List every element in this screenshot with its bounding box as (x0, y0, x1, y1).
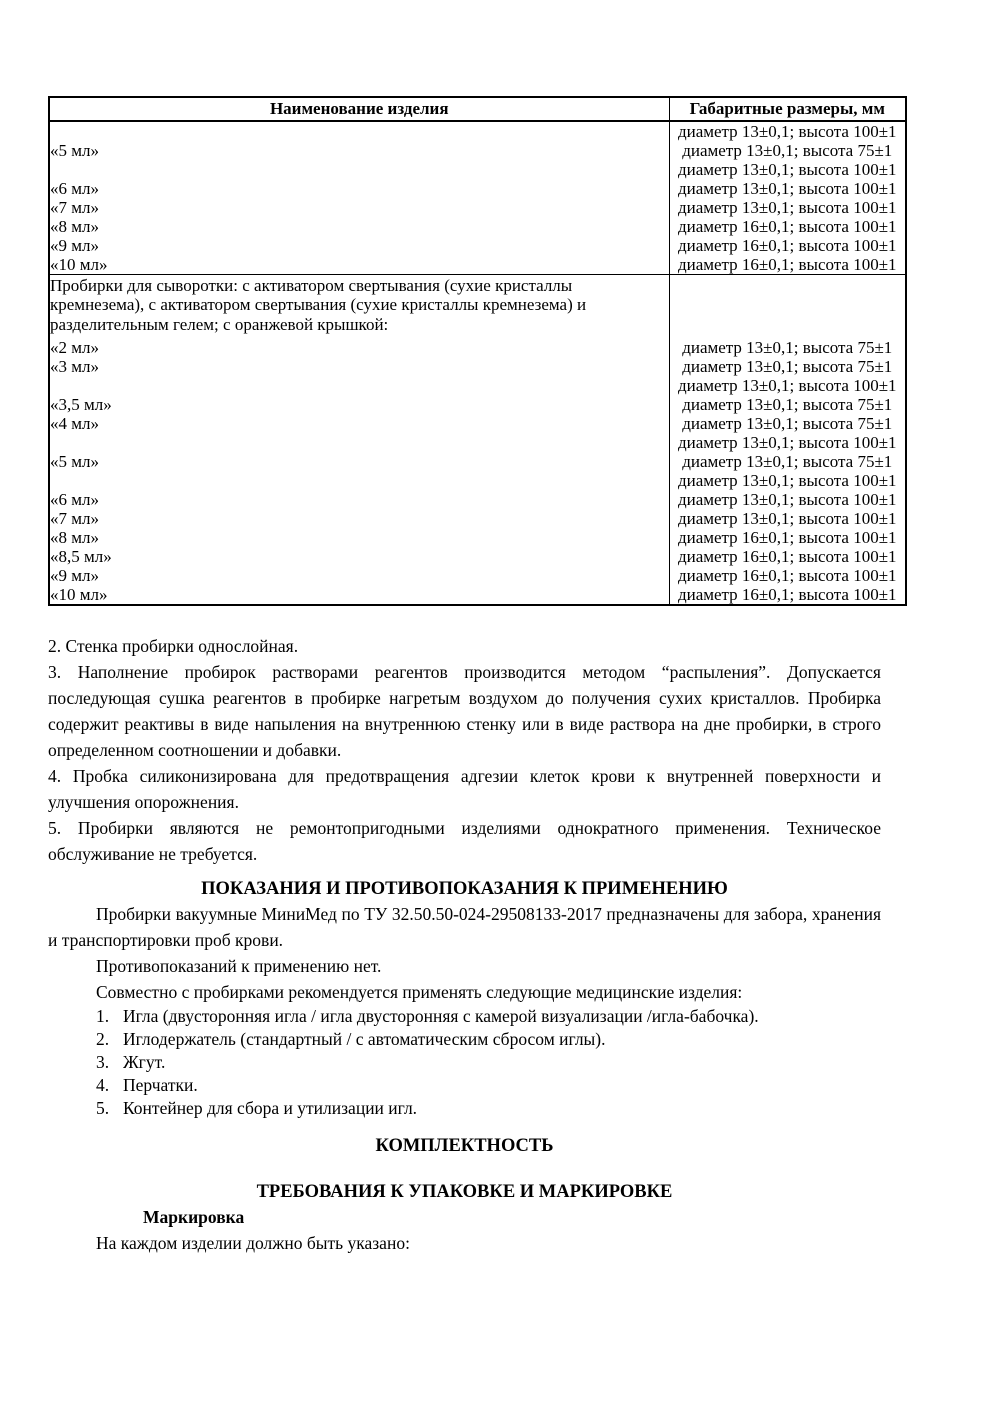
indications-paragraph-recommended: Совместно с пробирками рекомендуется применять следующие медицинские изделия: (96, 982, 743, 1003)
product-name-cell (49, 160, 669, 179)
product-name-cell: «7 мл» (49, 509, 669, 528)
dimensions-cell: диаметр 13±0,1; высота 75±1 (669, 141, 906, 160)
table-row (49, 236, 906, 255)
product-name-cell: «5 мл» (49, 452, 669, 471)
product-name-cell: «2 мл» (49, 338, 669, 357)
table-row (49, 376, 906, 395)
list-item (48, 1005, 881, 1028)
table-row (49, 255, 906, 275)
product-name-cell (49, 376, 669, 395)
dimensions-cell: диаметр 13±0,1; высота 75±1 (669, 395, 906, 414)
paragraph-filling: 3. Наполнение пробирок растворами реагентов производится методом “распыления”. Допускается последующая сушка реагентов в пробирке нагретым воздухом до получения сухих кристаллов. Пробирка содержит реактивы в виде напыления на внутреннюю стенку или в виде раствора на дне пробирки, в строго определенном соотношении и добавки. (48, 662, 881, 761)
column-header-dimensions: Габаритные размеры, мм (669, 97, 906, 121)
dimensions-cell: диаметр 13±0,1; высота 100±1 (669, 471, 906, 490)
product-name-cell: «9 мл» (49, 236, 669, 255)
product-name-cell: «5 мл» (49, 141, 669, 160)
dimensions-cell: диаметр 13±0,1; высота 100±1 (669, 160, 906, 179)
dimensions-cell: диаметр 13±0,1; высота 100±1 (669, 433, 906, 452)
table-row (49, 338, 906, 357)
product-name-cell: «8 мл» (49, 217, 669, 236)
list-item (48, 1097, 881, 1120)
dimensions-cell: диаметр 13±0,1; высота 75±1 (669, 357, 906, 376)
table-row (49, 357, 906, 376)
product-name-cell: «10 мл» (49, 585, 669, 605)
list-item (48, 1028, 881, 1051)
list-item-number: 3. (96, 1052, 110, 1073)
dimensions-cell: диаметр 13±0,1; высота 100±1 (669, 198, 906, 217)
list-item-number: 4. (96, 1075, 110, 1096)
list-item-text: Контейнер для сбора и утилизации игл. (123, 1098, 418, 1119)
dimensions-cell: диаметр 13±0,1; высота 100±1 (669, 376, 906, 395)
product-name-cell: «6 мл» (49, 490, 669, 509)
table-row (49, 121, 906, 141)
recommended-devices-list (48, 1005, 881, 1120)
subheading-marking: Маркировка (143, 1207, 245, 1228)
dimensions-cell: диаметр 13±0,1; высота 100±1 (669, 490, 906, 509)
dimensions-cell: диаметр 16±0,1; высота 100±1 (669, 255, 906, 275)
table-row (49, 528, 906, 547)
dimensions-cell: диаметр 16±0,1; высота 100±1 (669, 217, 906, 236)
table-row (49, 471, 906, 490)
list-item-number: 2. (96, 1029, 110, 1050)
dimensions-cell: диаметр 13±0,1; высота 75±1 (669, 452, 906, 471)
table-row (49, 179, 906, 198)
dimensions-cell: диаметр 16±0,1; высота 100±1 (669, 236, 906, 255)
product-name-cell: «10 мл» (49, 255, 669, 275)
indications-paragraph-purpose: Пробирки вакуумные МиниМед по ТУ 32.50.50-024-29508133-2017 предназначены для забора, хранения и транспортировки проб крови. (48, 904, 881, 951)
list-item (48, 1074, 881, 1097)
table-row (49, 141, 906, 160)
table-group-serum-volumes (49, 338, 906, 605)
section-heading-indications: ПОКАЗАНИЯ И ПРОТИВОПОКАЗАНИЯ К ПРИМЕНЕНИЮ (201, 879, 728, 900)
table-group-volumes (49, 121, 906, 275)
dimensions-cell: диаметр 13±0,1; высота 75±1 (669, 338, 906, 357)
dimensions-cell-empty (669, 275, 906, 339)
list-item (48, 1051, 881, 1074)
paragraph-single-use: 5. Пробирки являются не ремонтопригодными изделиями однократного применения. Техническое обслуживание не требуется. (48, 818, 881, 865)
product-name-cell: «3,5 мл» (49, 395, 669, 414)
dimensions-cell: диаметр 16±0,1; высота 100±1 (669, 566, 906, 585)
table-row (49, 547, 906, 566)
document-body (48, 633, 881, 1256)
product-name-cell: «6 мл» (49, 179, 669, 198)
list-item-text: Перчатки. (123, 1075, 198, 1096)
list-item-number: 5. (96, 1098, 110, 1119)
product-name-cell (49, 471, 669, 490)
table-row (49, 160, 906, 179)
table-group-serum-intro (49, 275, 906, 339)
paragraph-stopper: 4. Пробка силиконизирована для предотвращения адгезии клеток крови к внутренней поверхности и улучшения опорожнения. (48, 766, 881, 813)
dimensions-cell: диаметр 16±0,1; высота 100±1 (669, 547, 906, 566)
section-heading-completeness: КОМПЛЕКТНОСТЬ (375, 1136, 554, 1157)
table-row (49, 566, 906, 585)
dimensions-cell: диаметр 13±0,1; высота 100±1 (669, 179, 906, 198)
product-name-cell (49, 121, 669, 141)
product-name-cell: «7 мл» (49, 198, 669, 217)
table-row (49, 433, 906, 452)
table-row-serum-intro (49, 275, 906, 339)
list-item-number: 1. (96, 1006, 110, 1027)
product-name-cell: «8,5 мл» (49, 547, 669, 566)
indications-paragraph-contra: Противопоказаний к применению нет. (96, 956, 382, 977)
table-row (49, 414, 906, 433)
product-name-cell: «9 мл» (49, 566, 669, 585)
product-name-cell: «8 мл» (49, 528, 669, 547)
product-name-cell: «4 мл» (49, 414, 669, 433)
dimensions-cell: диаметр 13±0,1; высота 100±1 (669, 121, 906, 141)
list-item-text: Иглодержатель (стандартный / с автоматическим сбросом иглы). (123, 1029, 606, 1050)
table-row (49, 452, 906, 471)
table-row (49, 509, 906, 528)
section-heading-packaging: ТРЕБОВАНИЯ К УПАКОВКЕ И МАРКИРОВКЕ (256, 1182, 673, 1203)
table-row (49, 198, 906, 217)
serum-intro-cell (49, 275, 669, 339)
list-item-text: Игла (двусторонняя игла / игла двусторонняя с камерой визуализации /игла-бабочка). (123, 1006, 759, 1027)
dimensions-cell: диаметр 16±0,1; высота 100±1 (669, 585, 906, 605)
product-name-cell (49, 433, 669, 452)
table-row (49, 217, 906, 236)
dimensions-cell: диаметр 13±0,1; высота 100±1 (669, 509, 906, 528)
serum-tubes-description: Пробирки для сыворотки: с активатором свертывания (сухие кристаллы кремнезема), с активатором свертывания (сухие кристаллы кремнезема) и разделительным гелем; с оранжевой крышкой: (50, 276, 587, 334)
dimensions-cell: диаметр 16±0,1; высота 100±1 (669, 528, 906, 547)
dimensions-cell: диаметр 13±0,1; высота 75±1 (669, 414, 906, 433)
column-header-product-name: Наименование изделия (49, 97, 669, 121)
table-row (49, 585, 906, 605)
list-item-text: Жгут. (123, 1052, 166, 1073)
table-row (49, 490, 906, 509)
table-header-row (49, 97, 906, 121)
product-name-cell: «3 мл» (49, 357, 669, 376)
product-dimensions-table (48, 96, 907, 606)
marking-intro: На каждом изделии должно быть указано: (96, 1233, 410, 1254)
paragraph-wall: 2. Стенка пробирки однослойная. (48, 636, 299, 657)
table-row (49, 395, 906, 414)
